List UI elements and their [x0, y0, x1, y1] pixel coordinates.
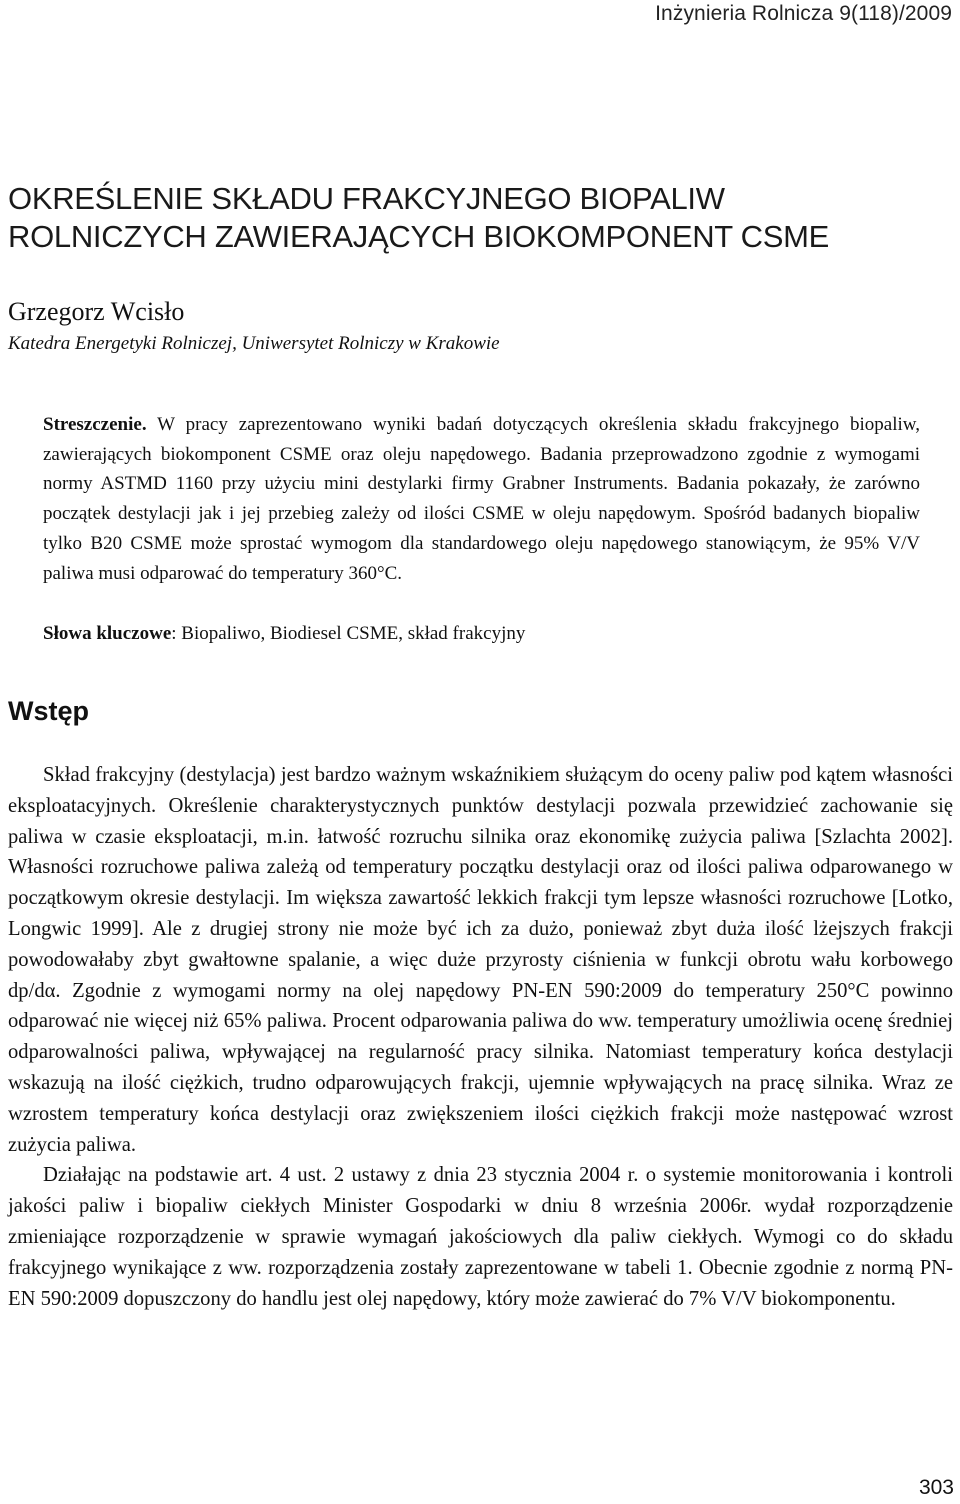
section-heading: Wstęp — [8, 696, 89, 726]
article-title — [8, 180, 953, 256]
journal-header: Inżynieria Rolnicza 9(118)/2009 — [655, 2, 952, 25]
keywords-text: : Biopaliwo, Biodiesel CSME, skład frakcyjny — [171, 623, 526, 644]
abstract — [43, 410, 920, 588]
article-title-line-2: ROLNICZYCH ZAWIERAJĄCYCH BIOKOMPONENT CSME — [8, 219, 830, 254]
keywords-label: Słowa kluczowe — [43, 623, 172, 644]
author-affiliation: Katedra Energetyki Rolniczej, Uniwersytet Rolniczy w Krakowie — [8, 333, 500, 354]
paragraph-2: Działając na podstawie art. 4 ust. 2 ustawy z dnia 23 stycznia 2004 r. o systemie monitorowania i kontroli jakości paliw i biopaliw ciekłych Minister Gospodarki w dniu 8 września 2006r. wydał rozporządzenie zmieniające rozporządzenie w sprawie wymagań jakościowych dla paliw ciekłych. Wymogi co do składu frakcyjnego wynikające z ww. rozporządzenia zostały zaprezentowane w tabeli 1. Obecnie zgodnie z normą PN-EN 590:2009 dopuszczony do handlu jest olej napędowy, który może zawierać do 7% V/V biokomponentu. — [8, 1164, 953, 1310]
author-name: Grzegorz Wcisło — [8, 297, 185, 326]
abstract-label: Streszczenie. — [43, 414, 147, 435]
abstract-text: W pracy zaprezentowano wyniki badań dotyczących określenia składu frakcyjnego biopaliw, zawierających biokomponent CSME oraz oleju napędowego. Badania przeprowadzono zgodnie z wymogami normy ASTMD 1160 przy użyciu mini destylarki firmy Grabner Instruments. Badania pokazały, że zarówno początek destylacji jak i jej przebieg zależy od ilości CSME w oleju napędowym. Spośród badanych biopaliw tylko B20 CSME może sprostać wymogom dla standardowego oleju napędowego stanowiącym, że 95% V/V paliwa musi odparować do temperatury 360°C. — [43, 414, 920, 584]
article-title-line-1: OKREŚLENIE SKŁADU FRAKCYJNEGO BIOPALIW — [8, 181, 725, 216]
keywords — [43, 620, 920, 648]
paragraph-1: Skład frakcyjny (destylacja) jest bardzo ważnym wskaźnikiem służącym do oceny paliw pod kątem własności eksploatacyjnych. Określenie charakterystycznych punktów destylacji pozwala przewidzieć zachowanie się paliwa w czasie eksploatacji, m.in. łatwość rozruchu silnika oraz ekonomikę zużycia paliwa [Szlachta 2002]. Własności rozruchowe paliwa zależą od temperatury początku destylacji oraz od ilości paliwa odparowanego w początkowym okresie destylacji. Im większa zawartość lekkich frakcji tym lepsze własności rozruchowe [Lotko, Longwic 1999]. Ale z drugiej strony nie może być ich za dużo, ponieważ zbyt duża ilość lżejszych frakcji powodowałaby zbyt gwałtowne spalanie, a więc duże przyrosty ciśnienia w funkcji obrotu wału korbowego dp/dα. Zgodnie z wymogami normy na olej napędowy PN-EN 590:2009 do temperatury 250°C powinno odparować nie więcej niż 65% paliwa. Procent odparowania paliwa do ww. temperatury umożliwia ocenę średniej odparowalności paliwa, wpływającej na regularność pracy silnika. Natomiast temperatury końca destylacji wskazują na ilość ciężkich, trudno odparowujących frakcji, ujemnie wpływających na pracę silnika. Wraz ze wzrostem temperatury końca destylacji oraz zwiększeniem ilości ciężkich frakcji może następować wzrost zużycia paliwa. — [8, 764, 953, 1156]
page-number: 303 — [918, 1476, 954, 1499]
section-body — [8, 760, 953, 1314]
